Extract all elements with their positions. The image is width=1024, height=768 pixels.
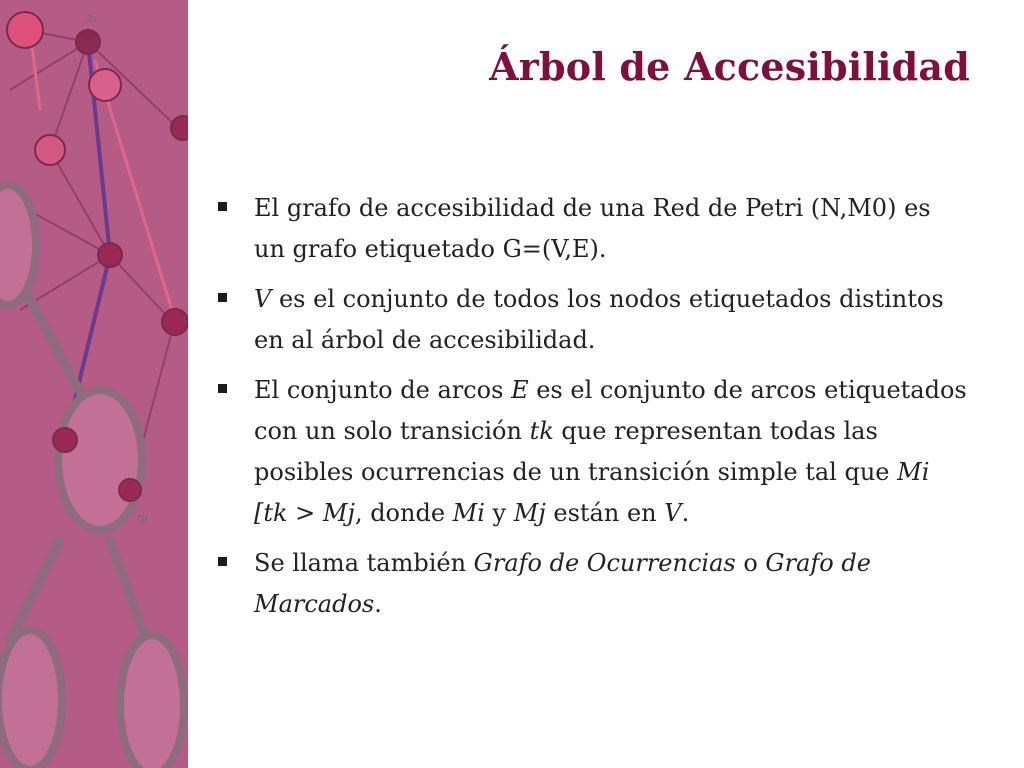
bullet-text: y: [484, 499, 514, 527]
bullet-text: o: [735, 549, 766, 577]
bullet-text: El grafo de accesibilidad de una Red de Petri (N,M0) es un grafo etiquetado G=(V,E).: [254, 194, 931, 263]
bullet-list: [218, 188, 968, 634]
bullet-text-italic: E: [511, 376, 529, 404]
square-bullet-icon: [218, 384, 227, 393]
slide-title: Árbol de Accesibilidad: [489, 44, 970, 89]
bullet-text-italic: Mi: [452, 499, 485, 527]
bullet-text: que representan todas las posibles ocurrencias de un transición simple tal que: [254, 417, 898, 486]
bullet-text-italic: Grafo de Marcados: [254, 549, 871, 618]
bullet-item: [218, 543, 968, 625]
bullet-text-italic: V: [664, 499, 682, 527]
bullet-text-italic: tk: [529, 417, 554, 445]
bullet-text-italic: Mi [tk > Mj: [254, 458, 930, 527]
bullet-item: [218, 279, 968, 361]
bullet-text: Se llama también: [254, 549, 474, 577]
graph-illustration: [0, 0, 188, 768]
square-bullet-icon: [218, 293, 227, 302]
bullet-text: .: [374, 590, 382, 618]
graph-node-label-a: A: [82, 13, 99, 25]
bullet-text: .: [681, 499, 690, 527]
bullet-item: [218, 370, 968, 534]
bullet-text-italic: Mj: [513, 499, 546, 527]
decorative-graph-panel: [0, 0, 188, 768]
bullet-text: están en: [545, 499, 665, 527]
bullet-text: es el conjunto de arcos etiquetados con un solo transición: [254, 376, 967, 445]
bullet-text: El conjunto de arcos: [254, 376, 512, 404]
bullet-text-italic: V: [254, 285, 272, 313]
bullet-text-italic: Grafo de Ocurrencias: [473, 549, 736, 577]
graph-node-label-b: B: [132, 513, 149, 525]
bullet-item: [218, 188, 968, 270]
bullet-text: , donde: [354, 499, 453, 527]
square-bullet-icon: [218, 202, 227, 211]
bullet-text: es el conjunto de todos los nodos etiquetados distintos en al árbol de accesibilidad.: [254, 285, 944, 354]
square-bullet-icon: [218, 557, 227, 566]
